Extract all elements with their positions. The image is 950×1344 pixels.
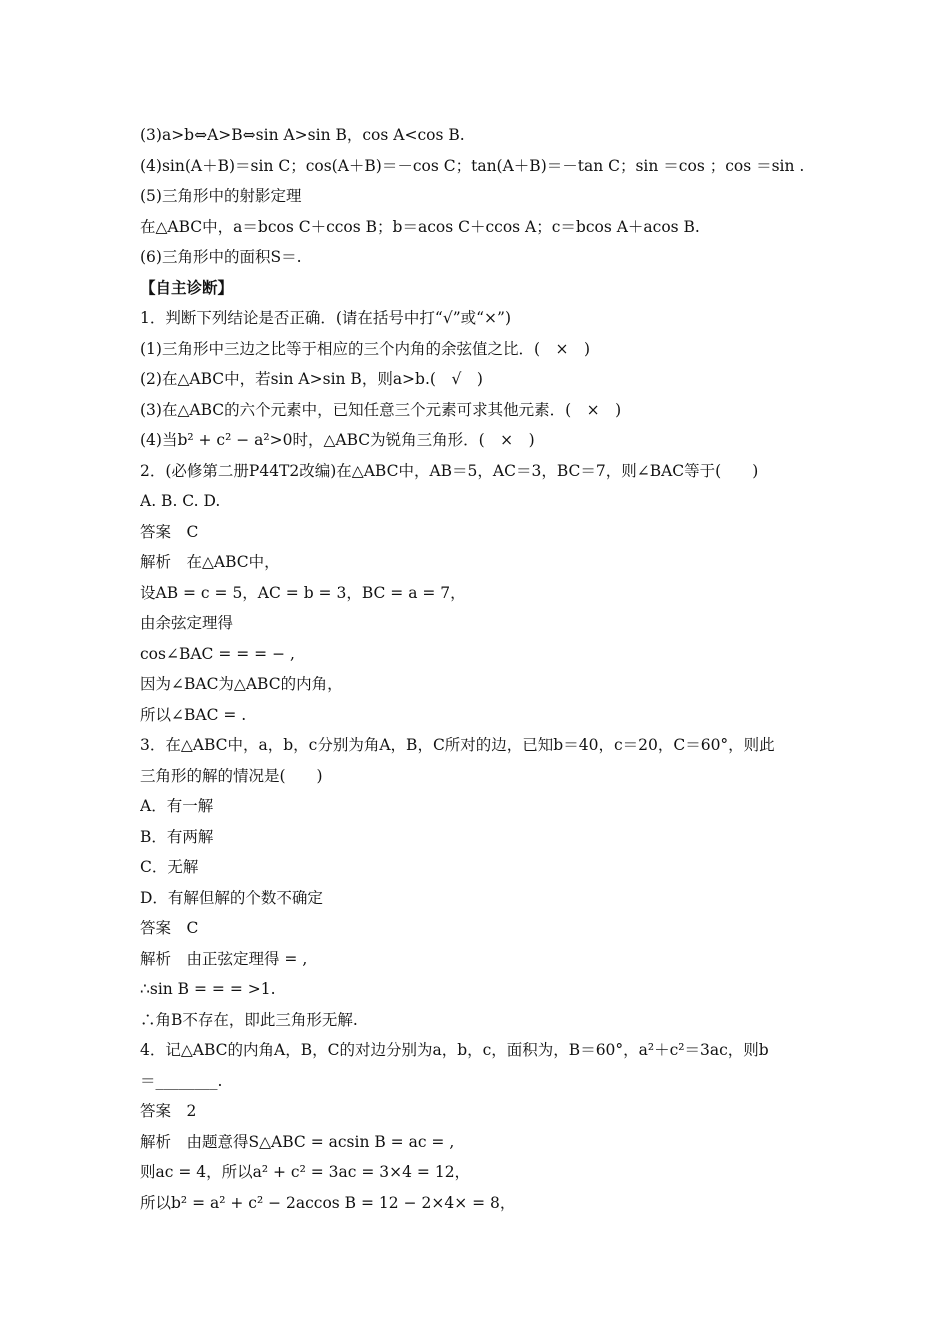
q2-step-5: 所以∠BAC = . — [140, 705, 247, 724]
q4-answer: 答案 2 — [140, 1102, 197, 1120]
q4-stem-1: 4．记△ABC的内角A，B，C的对边分别为a，b，c，面积为，B＝60°，a²＋c²＝3ac，则b — [140, 1041, 769, 1059]
q2-analysis: 解析 在△ABC中， — [140, 553, 280, 571]
q2-stem: 2．(必修第二册P44T2改编)在△ABC中，AB＝5，AC＝3，BC＝7，则∠BAC等于( ) — [140, 461, 759, 480]
section-title: 【自主诊断】 — [140, 277, 234, 297]
q2-step-2: 由余弦定理得 — [140, 614, 234, 632]
q1-3: (3)在△ABC的六个元素中，已知任意三个元素可求其他元素．( × ) — [140, 400, 622, 419]
q2-options: A. B. C. D. — [140, 492, 221, 510]
q1-2: (2)在△ABC中，若sin A>sin B，则a>b.( √ ) — [140, 370, 483, 388]
fact-5-title: (5)三角形中的射影定理 — [140, 187, 302, 205]
q3-step-2: ∴角B不存在，即此三角形无解. — [140, 1010, 358, 1029]
q2-step-3: cos∠BAC = = = − , — [140, 644, 295, 663]
q3-option-b: B．有两解 — [140, 827, 214, 846]
q2-step-4: 因为∠BAC为△ABC的内角， — [140, 675, 343, 693]
fact-3: (3)a>b⇔A>B⇔sin A>sin B，cos A<cos B. — [140, 126, 465, 144]
q3-step-1: ∴sin B = = = >1. — [140, 980, 276, 998]
q4-stem-2: ＝________. — [140, 1071, 223, 1090]
page-content — [140, 120, 820, 1218]
fact-6: (6)三角形中的面积S＝. — [140, 248, 302, 266]
q1-1: (1)三角形中三边之比等于相应的三个内角的余弦值之比．( × ) — [140, 339, 591, 358]
fact-4: (4)sin(A＋B)＝sin C；cos(A＋B)＝－cos C；tan(A＋B)＝－tan C；sin ＝cos ；cos ＝sin . — [140, 156, 805, 175]
q3-option-c: C．无解 — [140, 858, 199, 876]
q2-step-1: 设AB = c = 5，AC = b = 3，BC = a = 7， — [140, 583, 466, 602]
q3-answer: 答案 C — [140, 919, 199, 937]
q4-step-2: 所以b² = a² + c² − 2accos B = 12 − 2×4× = 8， — [140, 1193, 516, 1212]
q4-analysis: 解析 由题意得S△ABC = acsin B = ac = , — [140, 1132, 455, 1151]
fact-5-body: 在△ABC中，a＝bcos C＋ccos B；b＝acos C＋ccos A；c＝bcos A＋acos B. — [140, 217, 700, 236]
q3-stem-2: 三角形的解的情况是( ) — [140, 766, 323, 785]
q3-stem-1: 3．在△ABC中，a，b，c分别为角A，B，C所对的边，已知b＝40，c＝20，C＝60°，则此 — [140, 736, 775, 754]
q2-answer: 答案 C — [140, 522, 199, 541]
q3-analysis: 解析 由正弦定理得 = , — [140, 949, 308, 968]
q1-4: (4)当b² + c² − a²>0时，△ABC为锐角三角形．( × ) — [140, 431, 535, 449]
q3-option-d: D．有解但解的个数不确定 — [140, 888, 323, 907]
q4-step-1: 则ac = 4，所以a² + c² = 3ac = 3×4 = 12， — [140, 1163, 471, 1181]
q3-option-a: A．有一解 — [140, 797, 214, 815]
q1-stem: 1．判断下列结论是否正确．(请在括号中打“√”或“×”) — [140, 309, 512, 327]
